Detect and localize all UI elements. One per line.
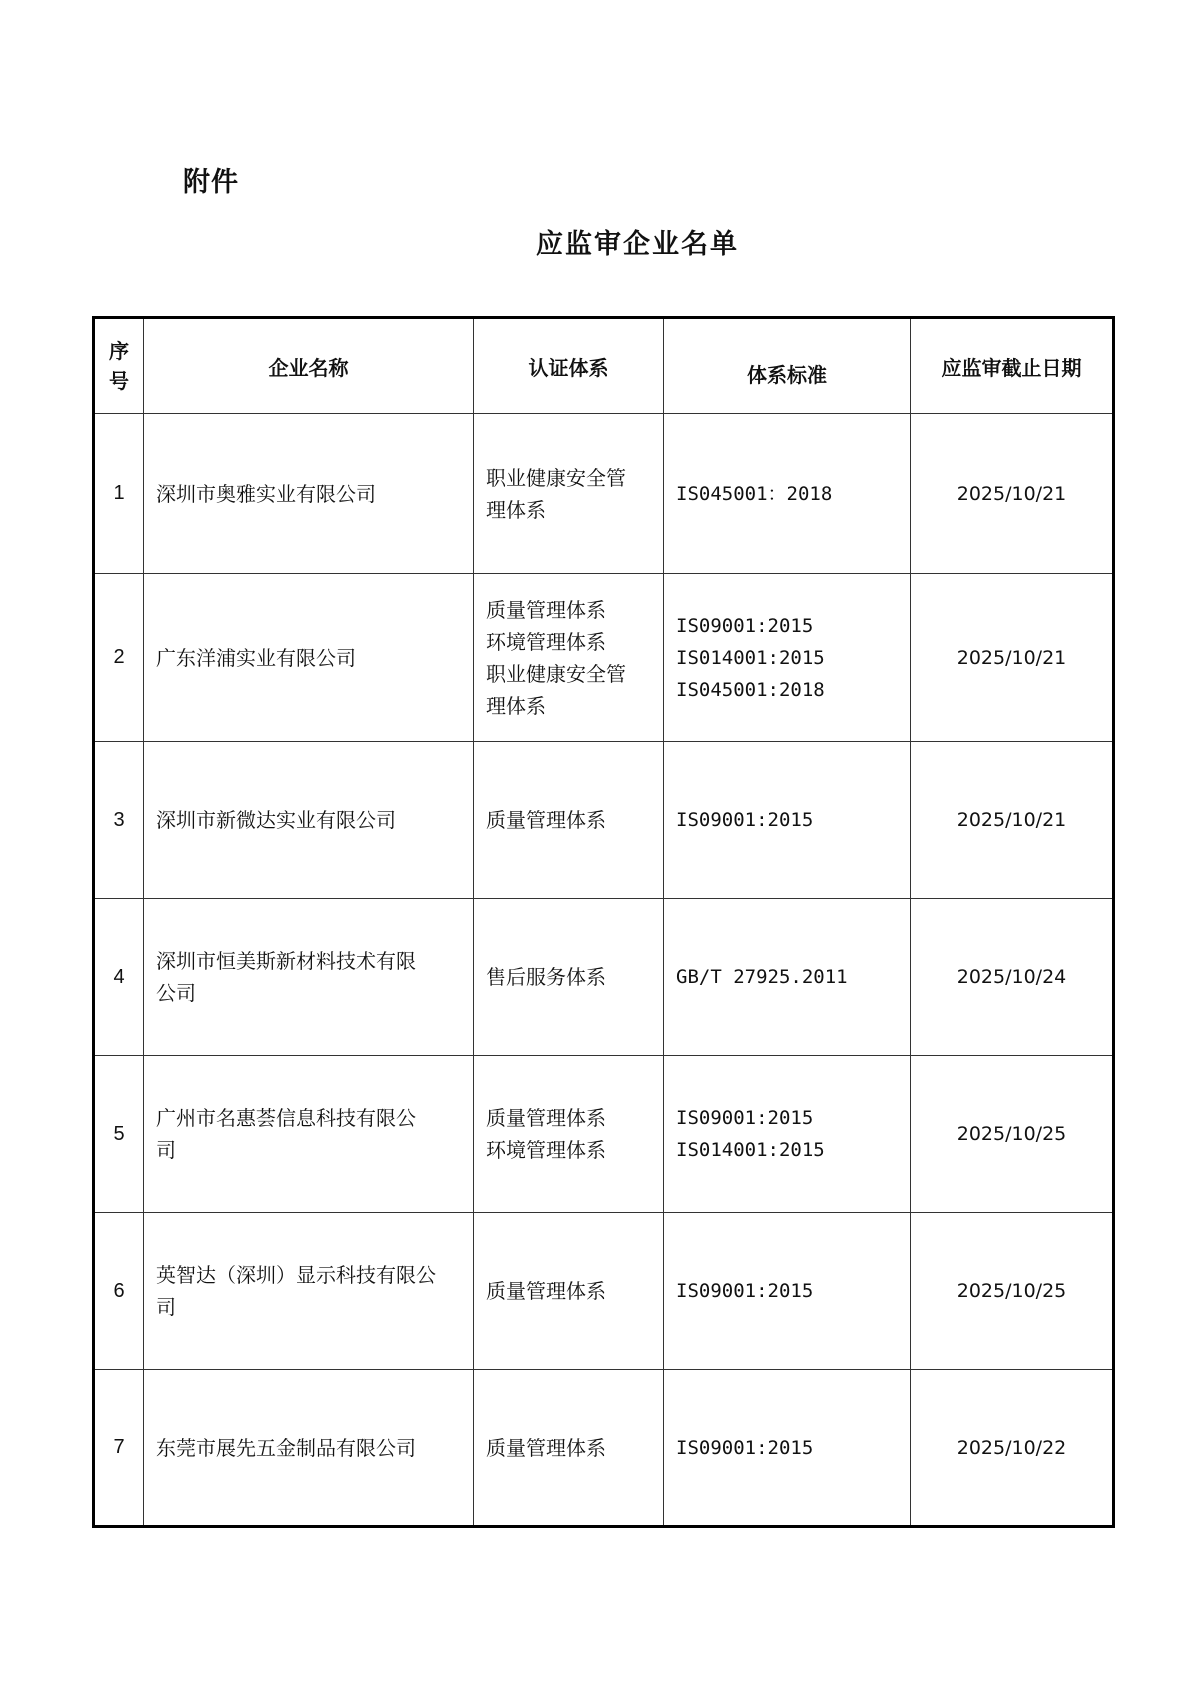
- cell-system: 质量管理体系 环境管理体系 职业健康安全管 理体系: [474, 574, 664, 742]
- table-row: [94, 1056, 1114, 1213]
- cell-company: 深圳市新微达实业有限公司: [144, 742, 474, 899]
- cell-company: 英智达（深圳）显示科技有限公 司: [144, 1213, 474, 1370]
- cell-company: 广州市名惠荟信息科技有限公 司: [144, 1056, 474, 1213]
- cell-company: 深圳市恒美斯新材料技术有限 公司: [144, 899, 474, 1056]
- cell-system: 质量管理体系 环境管理体系: [474, 1056, 664, 1213]
- table-row: [94, 899, 1114, 1056]
- cell-standard: IS09001:2015 IS014001:2015: [664, 1056, 911, 1213]
- cell-deadline: 2025/10/21: [911, 574, 1114, 742]
- cell-seq: 5: [94, 1056, 144, 1213]
- cell-standard: IS09001:2015 IS014001:2015 IS045001:2018: [664, 574, 911, 742]
- attachment-label: 附件: [183, 167, 239, 198]
- cell-seq: 1: [94, 414, 144, 574]
- header-deadline: 应监审截止日期: [911, 318, 1114, 414]
- cell-seq: 6: [94, 1213, 144, 1370]
- cell-company: 深圳市奥雅实业有限公司: [144, 414, 474, 574]
- cell-deadline: 2025/10/24: [911, 899, 1114, 1056]
- cell-deadline: 2025/10/22: [911, 1370, 1114, 1527]
- cell-deadline: 2025/10/21: [911, 742, 1114, 899]
- cell-standard: IS09001:2015: [664, 1213, 911, 1370]
- header-row: [94, 318, 1114, 414]
- table-row: [94, 742, 1114, 899]
- cell-standard: IS045001：2018: [664, 414, 911, 574]
- header-system: 认证体系: [474, 318, 664, 414]
- page-title: 应监审企业名单: [536, 229, 739, 260]
- cell-system: 职业健康安全管 理体系: [474, 414, 664, 574]
- cell-system: 质量管理体系: [474, 742, 664, 899]
- cell-standard: GB/T 27925.2011: [664, 899, 911, 1056]
- cell-deadline: 2025/10/25: [911, 1056, 1114, 1213]
- cell-system: 售后服务体系: [474, 899, 664, 1056]
- cell-system: 质量管理体系: [474, 1370, 664, 1527]
- cell-company: 广东洋浦实业有限公司: [144, 574, 474, 742]
- cell-seq: 2: [94, 574, 144, 742]
- cell-seq: 7: [94, 1370, 144, 1527]
- table-row: [94, 414, 1114, 574]
- table-row: [94, 574, 1114, 742]
- cell-standard: IS09001:2015: [664, 1370, 911, 1527]
- cell-standard: IS09001:2015: [664, 742, 911, 899]
- header-company: 企业名称: [144, 318, 474, 414]
- header-seq: 序 号: [94, 318, 144, 414]
- table-row: [94, 1370, 1114, 1527]
- cell-deadline: 2025/10/25: [911, 1213, 1114, 1370]
- header-standard: 体系标准: [664, 318, 911, 414]
- cell-deadline: 2025/10/21: [911, 414, 1114, 574]
- cell-company: 东莞市展先五金制品有限公司: [144, 1370, 474, 1527]
- enterprise-table: [92, 316, 1115, 1528]
- cell-seq: 4: [94, 899, 144, 1056]
- cell-system: 质量管理体系: [474, 1213, 664, 1370]
- cell-seq: 3: [94, 742, 144, 899]
- table-row: [94, 1213, 1114, 1370]
